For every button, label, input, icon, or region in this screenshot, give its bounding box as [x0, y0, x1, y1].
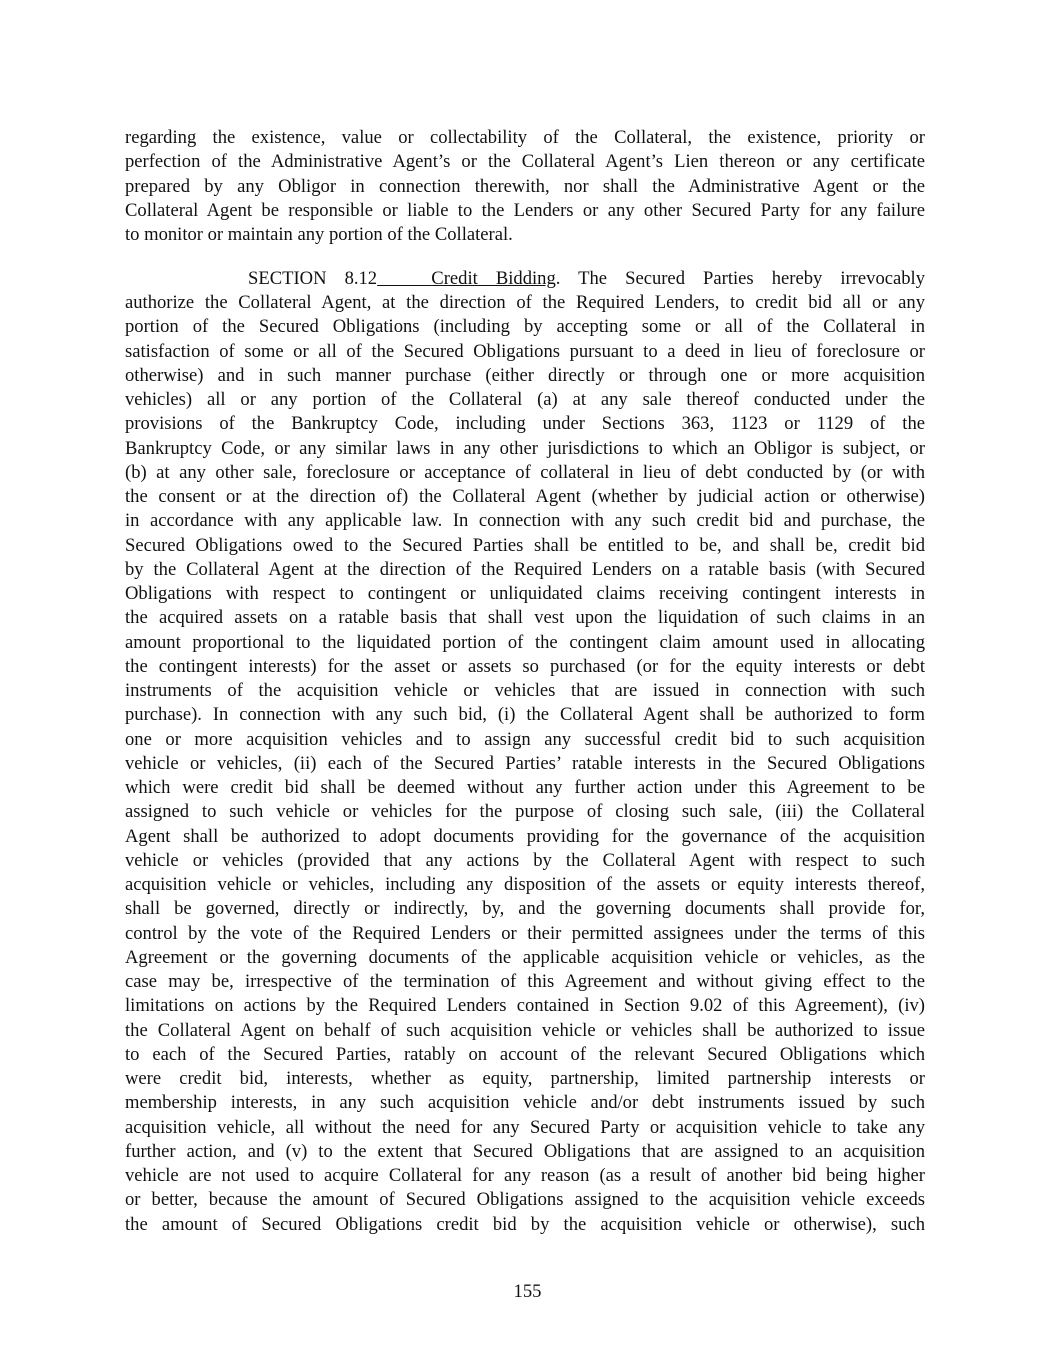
- text-line: were credit bid, interests, whether as equity, partnership, limited partnership interests or: [125, 1068, 925, 1089]
- section-number: SECTION 8.12: [248, 267, 378, 289]
- paragraph-collateral-responsibility: [125, 126, 925, 247]
- text-line: provisions of the Bankruptcy Code, including under Sections 363, 1123 or 1129 of the: [125, 413, 925, 435]
- text-line: the amount of Secured Obligations credit bid by the acquisition vehicle or otherwise), such: [125, 1213, 925, 1235]
- page-number: 155: [513, 1281, 542, 1302]
- section-title-gap: [377, 268, 431, 289]
- text-line: assigned to such vehicle or vehicles for the purpose of closing such sale, (iii) the Collateral: [125, 801, 925, 823]
- text-line: or better, because the amount of Secured Obligations assigned to the acquisition vehicle exceeds: [125, 1189, 925, 1211]
- section-heading-line: [125, 267, 925, 291]
- text-line: acquisition vehicle or vehicles, including any disposition of the assets or equity interests thereof,: [125, 874, 925, 895]
- section-credit-bidding: [125, 267, 925, 1237]
- text-line: vehicles) all or any portion of the Collateral (a) at any sale thereof conducted under the: [125, 389, 925, 410]
- text-line: by the Collateral Agent at the direction of the Required Lenders on a ratable basis (with Secured: [125, 558, 925, 580]
- text-line: Obligations with respect to contingent or unliquidated claims receiving contingent interests in: [125, 583, 925, 604]
- text-line: limitations on actions by the Required Lenders contained in Section 9.02 of this Agreement), (iv): [125, 995, 925, 1017]
- text-line: instruments of the acquisition vehicle or vehicles that are issued in connection with such: [125, 680, 925, 701]
- text-line: Agent shall be authorized to adopt documents providing for the governance of the acquisition: [125, 825, 925, 847]
- text-line: Agreement or the governing documents of the applicable acquisition vehicle or vehicles, as the: [125, 946, 925, 968]
- text-line: vehicle or vehicles (provided that any actions by the Collateral Agent with respect to such: [125, 849, 925, 871]
- text-line: control by the vote of the Required Lenders or their permitted assignees under the terms of this: [125, 922, 925, 944]
- text-line: acquisition vehicle, all without the need for any Secured Party or acquisition vehicle to take any: [125, 1116, 925, 1138]
- section-first-line-text: . The Secured Parties hereby irrevocably: [555, 267, 926, 289]
- text-line: vehicle or vehicles, (ii) each of the Secured Parties’ ratable interests in the Secured Obligations: [125, 752, 925, 774]
- text-line: the acquired assets on a ratable basis that shall vest upon the liquidation of such claims in an: [125, 607, 925, 629]
- text-line: authorize the Collateral Agent, at the direction of the Required Lenders, to credit bid all or any: [125, 292, 925, 313]
- text-line: satisfaction of some or all of the Secured Obligations pursuant to a deed in lieu of foreclosure or: [125, 340, 925, 362]
- text-line: to monitor or maintain any portion of the Collateral.: [125, 224, 513, 245]
- text-line: (b) at any other sale, foreclosure or acceptance of collateral in lieu of debt conducted by (or with: [125, 461, 925, 483]
- section-title: Credit Bidding: [431, 267, 556, 289]
- text-line: otherwise) and in such manner purchase (either directly or through one or more acquisition: [125, 364, 925, 386]
- text-line: portion of the Secured Obligations (including by accepting some or all of the Collateral in: [125, 316, 925, 338]
- text-line: vehicle are not used to acquire Collateral for any reason (as a result of another bid being higher: [125, 1165, 925, 1186]
- text-line: Secured Obligations owed to the Secured Parties shall be entitled to be, and shall be, credit bid: [125, 534, 925, 556]
- text-line: further action, and (v) to the extent that Secured Obligations that are assigned to an acquisition: [125, 1140, 925, 1162]
- document-page: [125, 126, 925, 1237]
- text-line: amount proportional to the liquidated portion of the contingent claim amount used in allocating: [125, 631, 925, 653]
- text-line: one or more acquisition vehicles and to assign any successful credit bid to such acquisition: [125, 728, 925, 750]
- text-line: purchase). In connection with any such bid, (i) the Collateral Agent shall be authorized to form: [125, 704, 925, 726]
- text-line: the Collateral Agent on behalf of such acquisition vehicle or vehicles shall be authorized to issue: [125, 1019, 925, 1041]
- paragraph-spacer: [125, 247, 925, 267]
- text-line: regarding the existence, value or collectability of the Collateral, the existence, priority or: [125, 127, 925, 148]
- text-line: the consent or at the direction of) the Collateral Agent (whether by judicial action or otherwise): [125, 486, 925, 507]
- text-line: Collateral Agent be responsible or liable to the Lenders or any other Secured Party for any failure: [125, 199, 925, 221]
- text-line: in accordance with any applicable law. In connection with any such credit bid and purchase, the: [125, 510, 925, 532]
- text-line: shall be governed, directly or indirectly, by, and the governing documents shall provide for,: [125, 898, 925, 920]
- text-line: perfection of the Administrative Agent’s or the Collateral Agent’s Lien thereon or any certificate: [125, 151, 925, 173]
- text-line: the contingent interests) for the asset or assets so purchased (or for the equity interests or debt: [125, 655, 925, 677]
- text-line: prepared by any Obligor in connection therewith, nor shall the Administrative Agent or the: [125, 175, 925, 197]
- text-line: membership interests, in any such acquisition vehicle and/or debt instruments issued by such: [125, 1092, 925, 1114]
- text-line: to each of the Secured Parties, ratably on account of the relevant Secured Obligations which: [125, 1043, 925, 1065]
- text-line: case may be, irrespective of the termination of this Agreement and without giving effect to the: [125, 971, 925, 992]
- text-line: which were credit bid shall be deemed without any further action under this Agreement to be: [125, 777, 925, 798]
- text-line: Bankruptcy Code, or any similar laws in any other jurisdictions to which an Obligor is subject, or: [125, 437, 925, 459]
